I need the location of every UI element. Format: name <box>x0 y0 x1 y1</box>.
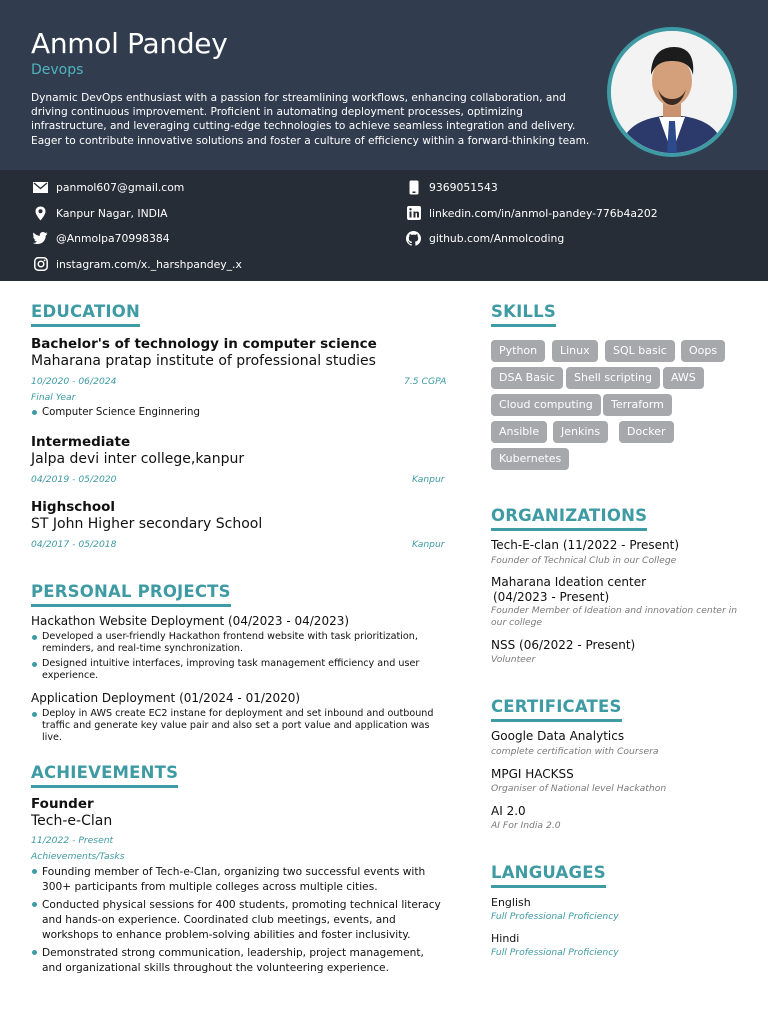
skill-tag: Terraform <box>603 394 672 416</box>
list-item: Developed a user-friendly Hackathon frontend website with task prioritization, reminders, and real-time synchronization. <box>31 631 441 655</box>
twitter-icon <box>33 231 48 246</box>
education-location: Kanpur <box>412 474 445 485</box>
organization-desc: Volunteer <box>491 654 536 665</box>
education-heading: EDUCATION <box>31 302 140 327</box>
profile-summary: Dynamic DevOps enthusiast with a passion for streamlining workflows, enhancing collaboration, and driving continuous improvement. Proficient in automating deployment processes, optimizing infrastructure, and leveraging cutting-edge technologies to achieve seamless integration and delivery. Eager to contribute innovative solutions and foster a culture of efficiency within a forward-thinking team. <box>31 92 590 147</box>
contact-twitter[interactable] <box>33 230 170 246</box>
education-degree: Highschool <box>31 499 116 515</box>
achievement-org: Tech-e-Clan <box>31 813 113 829</box>
education-note: Final Year <box>31 392 76 403</box>
certificate-desc: AI For India 2.0 <box>491 820 561 831</box>
certificate-name: MPGI HACKSS <box>491 767 574 781</box>
education-dates: 04/2019 - 05/2020 <box>31 474 117 485</box>
linkedin-icon <box>406 206 421 221</box>
skill-tag: Oops <box>681 340 725 362</box>
certificate-desc: Organiser of National level Hackathon <box>491 783 667 794</box>
organization-dates: (04/2023 - Present) <box>493 590 610 604</box>
education-degree: Intermediate <box>31 434 131 450</box>
instagram-text: instagram.com/x._harshpandey_.x <box>56 257 242 271</box>
skill-tag: Shell scripting <box>566 367 660 389</box>
contact-phone[interactable] <box>406 179 498 195</box>
candidate-name: Anmol Pandey <box>31 27 228 60</box>
education-location: Kanpur <box>412 539 445 550</box>
education-school: ST John Higher secondary School <box>31 516 263 532</box>
skill-tag: Kubernetes <box>491 448 569 470</box>
location-text: Kanpur Nagar, INDIA <box>56 206 168 220</box>
skill-tag: Jenkins <box>553 421 608 443</box>
contact-bar <box>0 170 768 281</box>
location-pin-icon <box>33 206 48 221</box>
education-dates: 04/2017 - 05/2018 <box>31 539 117 550</box>
certificate-desc: complete certification with Coursera <box>491 746 659 757</box>
language-level: Full Professional Proficiency <box>491 911 619 922</box>
list-item: Deploy in AWS create EC2 instane for deployment and set inbound and outbound traffic and generate key value pair and also set a port value and application was live. <box>31 708 451 744</box>
education-dates: 10/2020 - 06/2024 <box>31 376 117 387</box>
instagram-icon <box>33 257 48 272</box>
achievement-role: Founder <box>31 796 94 812</box>
list-item: Founding member of Tech-e-Clan, organizing two successful events with 300+ participants from multiple colleges across multiple cities. <box>31 865 446 895</box>
contact-github[interactable] <box>406 230 564 246</box>
email-text: panmol607@gmail.com <box>56 180 185 194</box>
contact-email[interactable] <box>33 179 184 195</box>
organization-name: Tech-E-clan (11/2022 - Present) <box>491 538 680 552</box>
github-icon <box>406 231 421 246</box>
skill-tag: Cloud computing <box>491 394 601 416</box>
language-name: English <box>491 896 531 909</box>
organization-desc: our college <box>491 617 543 628</box>
skill-tag: SQL basic <box>605 340 675 362</box>
skill-tag: AWS <box>663 367 704 389</box>
language-level: Full Professional Proficiency <box>491 947 619 958</box>
education-school: Jalpa devi inter college,kanpur <box>31 451 245 467</box>
project-bullets <box>31 631 441 682</box>
profile-photo <box>607 27 737 157</box>
linkedin-text: linkedin.com/in/anmol-pandey-776b4a202 <box>429 206 658 220</box>
contact-location <box>33 205 168 221</box>
achievements-heading: ACHIEVEMENTS <box>31 763 178 788</box>
contact-instagram[interactable] <box>33 256 242 272</box>
phone-text: 9369051543 <box>429 180 498 194</box>
skill-tag: Ansible <box>491 421 547 443</box>
certificate-name: AI 2.0 <box>491 804 526 818</box>
list-item: Demonstrated strong communication, leadership, project management, and organizational skills throughout the volunteering experience. <box>31 946 446 976</box>
organization-name: Maharana Ideation center <box>491 575 647 589</box>
education-grade: 7.5 CGPA <box>404 376 447 387</box>
skill-tag: Linux <box>552 340 598 362</box>
list-item: Designed intuitive interfaces, improving task management efficiency and user experience. <box>31 658 441 682</box>
achievement-bullets <box>31 865 446 976</box>
project-bullets <box>31 708 451 744</box>
project-title: Application Deployment (01/2024 - 01/2020) <box>31 691 301 705</box>
phone-icon <box>406 180 421 195</box>
projects-heading: PERSONAL PROJECTS <box>31 582 231 607</box>
achievement-label: Achievements/Tasks <box>31 851 125 862</box>
list-item: Computer Science Enginnering <box>31 406 451 419</box>
education-school: Maharana pratap institute of professional studies <box>31 353 376 369</box>
education-bullets <box>31 406 451 419</box>
project-title: Hackathon Website Deployment (04/2023 - 04/2023) <box>31 614 350 628</box>
skills-heading: SKILLS <box>491 302 556 327</box>
education-degree: Bachelor's of technology in computer science <box>31 336 377 352</box>
envelope-icon <box>33 180 48 195</box>
achievement-dates: 11/2022 - Present <box>31 835 114 846</box>
organization-name: NSS (06/2022 - Present) <box>491 638 636 652</box>
language-name: Hindi <box>491 932 520 945</box>
skill-tag: DSA Basic <box>491 367 563 389</box>
organizations-heading: ORGANIZATIONS <box>491 506 647 531</box>
certificate-name: Google Data Analytics <box>491 729 625 743</box>
contact-linkedin[interactable] <box>406 205 658 221</box>
skill-tag: Python <box>491 340 545 362</box>
github-text: github.com/Anmolcoding <box>429 231 565 245</box>
twitter-text: @Anmolpa70998384 <box>56 231 170 245</box>
languages-heading: LANGUAGES <box>491 863 606 888</box>
resume-header <box>0 0 768 170</box>
organization-desc: Founder Member of Ideation and innovation center in <box>491 605 738 616</box>
candidate-role: Devops <box>31 62 84 78</box>
organization-desc: Founder of Technical Club in our College <box>491 555 677 566</box>
list-item: Conducted physical sessions for 400 students, promoting technical literacy and hands-on experience. Coordinated club meetings, events, and workshops to enhance problem-solving abilities and foster inclusivity. <box>31 898 446 943</box>
certificates-heading: CERTIFICATES <box>491 697 622 722</box>
skill-tag: Docker <box>619 421 674 443</box>
